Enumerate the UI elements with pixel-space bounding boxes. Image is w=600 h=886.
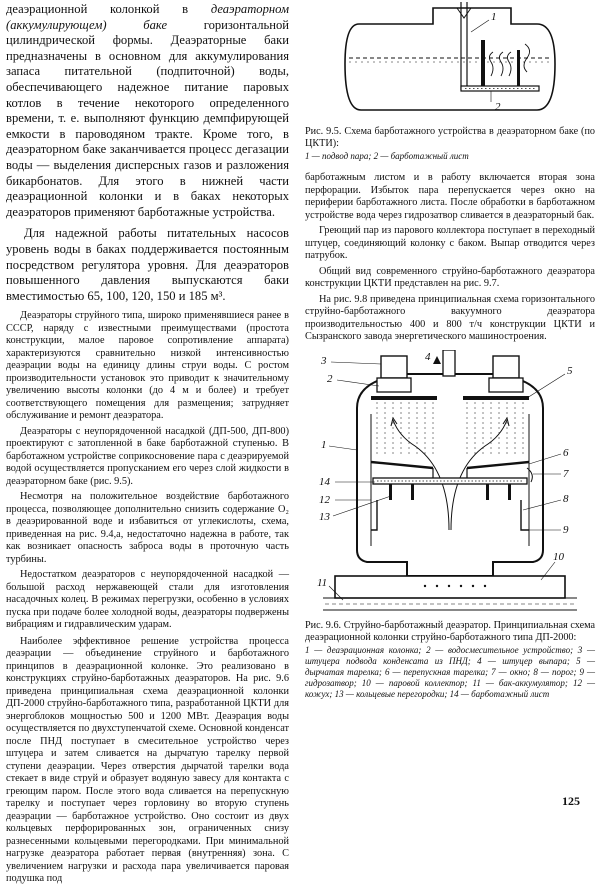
fig96-label-11: 11	[317, 576, 328, 589]
emphasis-term: деаэраторном (аккумулирующем) баке	[6, 2, 289, 32]
fig96-label-1: 1	[321, 438, 327, 451]
fig96-label-13: 13	[319, 510, 330, 523]
paragraph-packing: Деаэраторы с неупорядоченной насадкой (ДП-500, ДП-800) проектируют с затопленной в баке барботажной ступенью. В барботажном устройстве соприкосновение пара с деаэрируемой водой осуществляется пропусканием его через слой жидкости в деаэраторном баке (рис. 9.5).	[6, 425, 289, 487]
fig96-label-6: 6	[563, 446, 569, 459]
paragraph-tank-intro: деаэрационной колонкой в деаэраторном (аккумулирующем) баке горизонтальной цилиндрической формы. Деаэраторные баки предназначены в основном для аккумулирования запаса питательной (подпиточной) воды, обеспечивающего надежное питание паровых котлов в течение некоторого определенного времени, т. е. выполняют функцию демпфирующей емкости в пароводяном тракте. Кроме того, в деаэраторном баке заканчивается процесс дегазации воды — выделения дисперсных газов и разложения бикарбонатов. Для этого в нижней части деаэрационной колонки и в баках некоторых деаэраторов применяют барботажные устройства.	[6, 2, 289, 219]
paragraph-bubbling: Несмотря на положительное воздействие барботажного процесса, позволяющее дополнительно снизить содержание O₂ в деаэрированной воде и избавиться от углекислоты, схема, приведенная на рис. 9.4,а, недостаточно надежна в работе, так как возникает опасность заброса воды в проточную часть турбины.	[6, 491, 289, 565]
paragraph-level-control: Для надежной работы питательных насосов уровень воды в баках поддерживается постоянным посредством регулятора уровня. Для деаэраторов повышенного давления выпускаются баки вместимостью 65, 100, 120, 150 и 185 м³.	[6, 226, 289, 303]
figure-9-5	[305, 2, 595, 118]
bubbling-device-diagram	[341, 2, 561, 118]
fig95-label-2: 2	[495, 101, 501, 113]
figure-9-5-legend: 1 — подвод пара; 2 — барботажный лист	[305, 151, 469, 162]
paragraph-heating-steam: Греющий пар из парового коллектора поступает в переходный штуцер, соединяющий колонку с баком. Выпар отводится через патрубок.	[305, 225, 595, 262]
fig96-label-4: 4	[425, 350, 431, 363]
fig96-label-8: 8	[563, 492, 569, 505]
paragraph-dp2000: Наиболее эффективное решение устройства процесса деаэрации — объединение струйного и барботажного принципов в деаэрационной колонке. Это реализовано в конструкциях струйно-барботажных деаэраторов. На рис. 9.6 приведена принципиальная схема деаэрационной колонки ДП-2000 струйно-барботажного типа, разработанной ЦКТИ для энергоблоков мощностью 500 и 1200 МВт. Деаэрация воды осуществляется по двухступенчатой схеме. Основной конденсат после ПНД поступает в смесительное устройство через штуцера и затем сливается на дырчатую тарелку первой ступени деаэрации. Через отверстия дырчатой тарелки вода стекает в виде струй и образует водяную завесу для контакта с греющим паром. После этого вода сливается на перепускную тарелку и поступает через горловину во вторую ступень деаэрации — барботажное устройство. Оно состоит из двух кольцевых перфорированных зон, ограниченных снизу разнесенными кольцевыми перегородками. При минимальной нагрузке деаэратора работает первая (внутренняя) зона. С увеличением нагрузки и расхода пара увеличивается паровая подушка под	[6, 635, 289, 885]
fig96-label-14: 14	[319, 475, 330, 488]
figure-9-6-caption: Рис. 9.6. Струйно-барботажный деаэратор. Принципиальная схема деаэрационной колонки струйно-барботажного типа ДП-2000:	[305, 619, 595, 644]
fig96-label-10: 10	[553, 550, 564, 563]
paragraph-jet-type: Деаэраторы струйного типа, широко применявшиеся ранее в СССР, наряду с известными преимуществами (простота конструкции, малое паровое сопротивление аппарата) характеризуются сравнительно низкой интенсивностью деаэрации воды на единицу длины струи воды. С ростом производительности установок это приводит к значительному увеличению высоты колонки (до 4 м и более) и требует соответствующего помещения для размещения; затрудняет обслуживание и ремонт деаэратора.	[6, 310, 289, 422]
fig96-label-2: 2	[327, 372, 333, 385]
fig96-label-12: 12	[319, 493, 330, 506]
fig96-label-5: 5	[567, 364, 573, 377]
right-column	[305, 2, 595, 700]
paragraph-second-zone: барботажным листом и в работу включается вторая зона перфорации. Избыток пара перепускается через окно на периферии барботажного листа. После обработки в барботажном устройстве вода через гидрозатвор сливается в деаэраторный бак.	[305, 172, 595, 221]
page-number: 125	[562, 794, 580, 808]
paragraph-drawbacks: Недостатком деаэраторов с неупорядоченной насадкой — большой расход нержавеющей стали для изготовления насадочных колец. В режимах перегрузки, особенно в условиях пуска при подаче более холодной воды, деаэраторы подвержены вибрациям и гидравлическим ударам.	[6, 569, 289, 631]
fig96-label-9: 9	[563, 523, 569, 536]
fig95-label-1: 1	[491, 11, 497, 23]
figure-9-5-caption: Рис. 9.5. Схема барботажного устройства в деаэраторном баке (по ЦКТИ):	[305, 126, 595, 150]
figure-9-6-legend: 1 — деаэрационная колонка; 2 — водосмесительное устройство; 3 — штуцера подвода конденсата из ПНД; 4 — штуцер выпара; 5 — дырчатая тарелка; 6 — перепускная тарелка; 7 — окно; 8 — порог; 9 — гидрозатвор; 10 — паровой коллектор; 11 — бак-аккумулятор; 12 — кожух; 13 — кольцевые перегородки; 14 — барботажный лист	[305, 645, 595, 700]
fig96-label-7: 7	[563, 467, 569, 480]
fig96-label-3: 3	[321, 354, 327, 367]
paragraph-general-view: Общий вид современного струйно-барботажного деаэратора конструкции ЦКТИ представлен на рис. 9.7.	[305, 265, 595, 290]
left-column	[6, 2, 289, 886]
figure-9-6	[305, 350, 595, 616]
jet-bubbling-deaerator-diagram	[315, 350, 585, 616]
paragraph-vacuum-deaerator: На рис. 9.8 приведена принципиальная схема горизонтального струйно-барботажного вакуумного деаэратора производительностью 400 и 800 т/ч конструкции ЦКТИ и Сызранского завода энергетического машиностроения.	[305, 293, 595, 343]
